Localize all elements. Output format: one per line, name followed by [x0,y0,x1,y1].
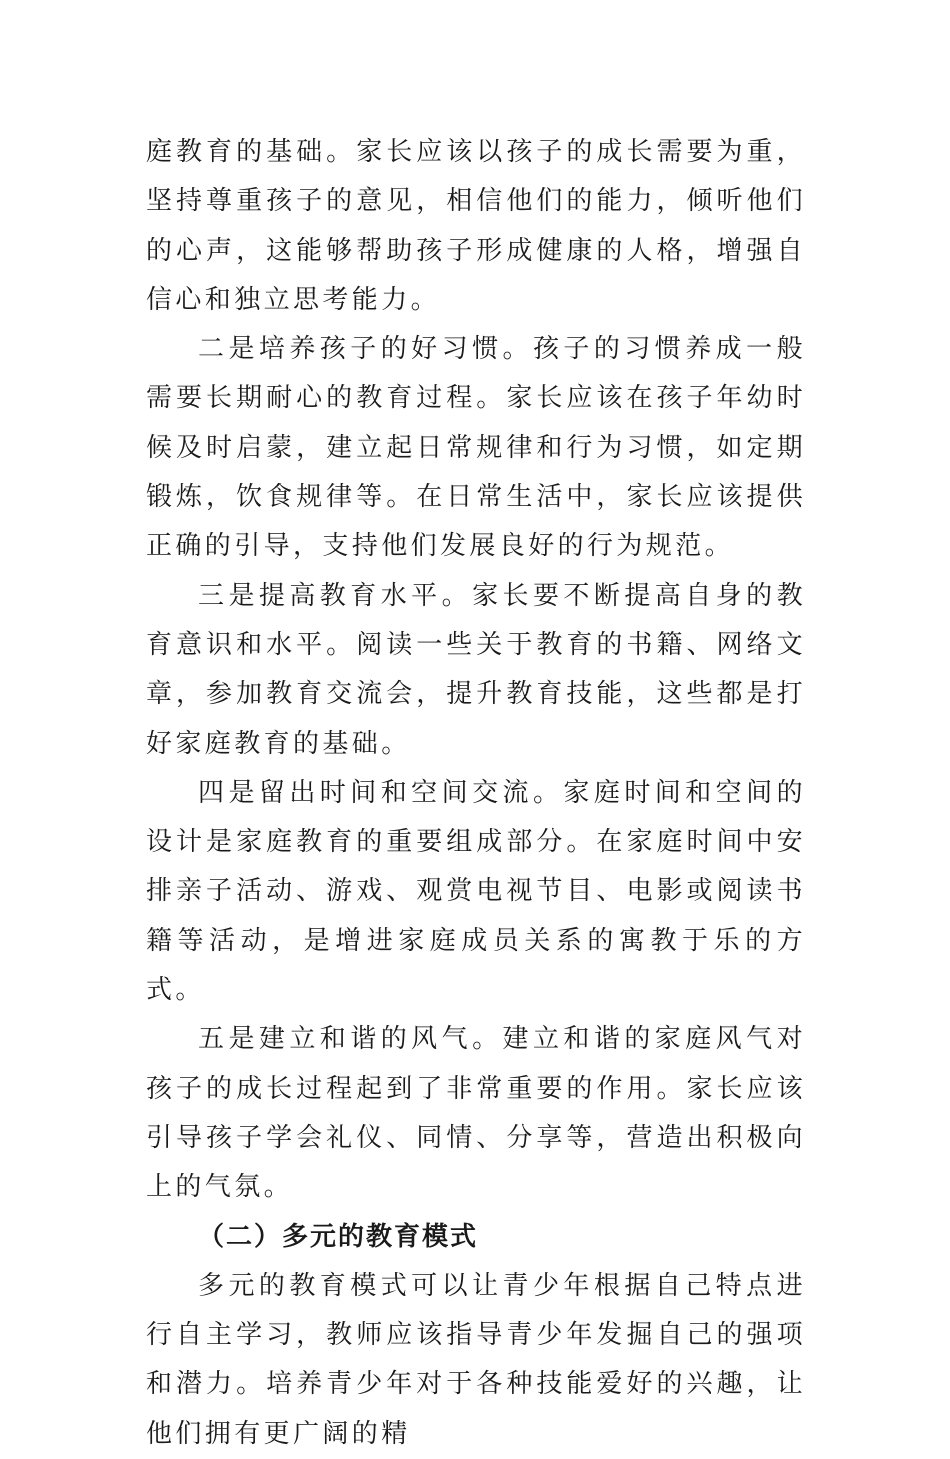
paragraph-good-habits: 二是培养孩子的好习惯。孩子的习惯养成一般需要长期耐心的教育过程。家长应该在孩子年幼时候及时启蒙，建立起日常规律和行为习惯，如定期锻炼，饮食规律等。在日常生活中，家长应该提供正确的引导，支持他们发展良好的行为规范。 [146,334,806,562]
paragraph-continued: 庭教育的基础。家长应该以孩子的成长需要为重，坚持尊重孩子的意见，相信他们的能力，倾听他们的心声，这能够帮助孩子形成健康的人格，增强自信心和独立思考能力。 [146,137,806,315]
section-heading: （二）多元的教育模式 [198,1221,479,1252]
paragraph-diverse-education: 多元的教育模式可以让青少年根据自己特点进行自主学习，教师应该指导青少年发掘自己的强项和潜力。培养青少年对于各种技能爱好的兴趣，让他们拥有更广阔的精 [146,1270,806,1449]
paragraph-education-level: 三是提高教育水平。家长要不断提高自身的教育意识和水平。阅读一些关于教育的书籍、网络文章，参加教育交流会，提升教育技能，这些都是打好家庭教育的基础。 [146,580,806,759]
paragraph-time-and-space: 四是留出时间和空间交流。家庭时间和空间的设计是家庭教育的重要组成部分。在家庭时间中安排亲子活动、游戏、观赏电视节目、电影或阅读书籍等活动，是增进家庭成员关系的寓教于乐的方式。 [146,777,806,1006]
paragraph-harmony: 五是建立和谐的风气。建立和谐的家庭风气对孩子的成长过程起到了非常重要的作用。家长应该引导孩子学会礼仪、同情、分享等，营造出积极向上的气氛。 [146,1024,806,1203]
document-body [146,128,806,1459]
